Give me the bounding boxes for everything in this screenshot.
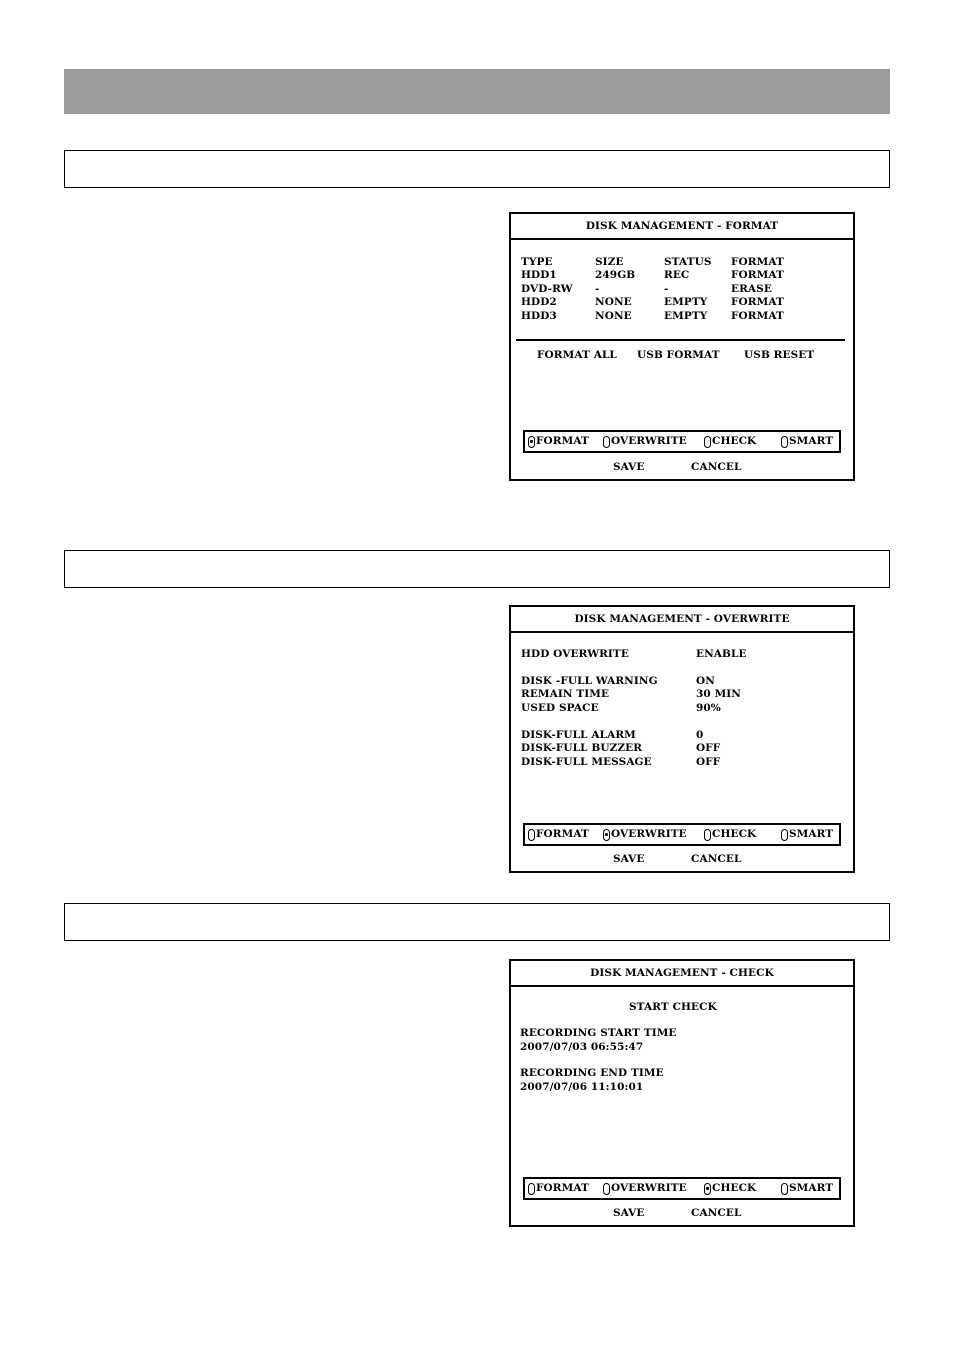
radio-empty-icon: [528, 1183, 535, 1195]
cancel-button[interactable]: CANCEL: [691, 461, 742, 473]
tab-overwrite[interactable]: [603, 1180, 687, 1197]
column-header-format: FORMAT: [731, 256, 784, 268]
disk-status: EMPTY: [664, 296, 708, 308]
tab-format[interactable]: [528, 433, 589, 450]
tab-label: FORMAT: [536, 435, 589, 447]
setting-label: HDD OVERWRITE: [521, 648, 629, 660]
column-header-status: STATUS: [664, 256, 712, 268]
disk-status: EMPTY: [664, 310, 708, 322]
column-header-size: SIZE: [595, 256, 624, 268]
panel-title: DISK MANAGEMENT - CHECK: [511, 961, 853, 987]
tab-format[interactable]: [528, 826, 589, 843]
start-check-button[interactable]: START CHECK: [629, 1001, 717, 1013]
tab-smart[interactable]: [781, 1180, 833, 1197]
tab-label: OVERWRITE: [611, 828, 687, 840]
radio-selected-icon: [528, 436, 535, 448]
tab-smart[interactable]: [781, 826, 833, 843]
setting-label: DISK-FULL MESSAGE: [521, 756, 652, 768]
remain-time-value[interactable]: 30 MIN: [696, 688, 741, 700]
cancel-button[interactable]: CANCEL: [691, 1207, 742, 1219]
disk-status: REC: [664, 269, 690, 281]
tab-format[interactable]: [528, 1180, 589, 1197]
format-hdd2-button[interactable]: FORMAT: [731, 296, 784, 308]
panel-title: DISK MANAGEMENT - FORMAT: [511, 214, 853, 240]
overwrite-panel: [509, 605, 855, 873]
divider: [516, 339, 845, 341]
setting-label: DISK -FULL WARNING: [521, 675, 658, 687]
recording-end-label: RECORDING END TIME: [520, 1067, 664, 1079]
recording-start-value: 2007/07/03 06:55:47: [520, 1041, 644, 1053]
tab-check[interactable]: [704, 1180, 756, 1197]
format-panel: [509, 212, 855, 481]
format-hdd1-button[interactable]: FORMAT: [731, 269, 784, 281]
tab-label: SMART: [789, 1182, 834, 1194]
recording-start-label: RECORDING START TIME: [520, 1027, 677, 1039]
disk-full-message-value[interactable]: OFF: [696, 756, 721, 768]
tab-label: OVERWRITE: [611, 435, 687, 447]
setting-label: USED SPACE: [521, 702, 599, 714]
setting-label: DISK-FULL BUZZER: [521, 742, 643, 754]
radio-empty-icon: [603, 436, 610, 448]
radio-empty-icon: [704, 436, 711, 448]
setting-label: REMAIN TIME: [521, 688, 610, 700]
recording-end-value: 2007/07/06 11:10:01: [520, 1081, 644, 1093]
save-button[interactable]: SAVE: [613, 1207, 645, 1219]
panel-title: DISK MANAGEMENT - OVERWRITE: [511, 607, 853, 633]
tab-overwrite[interactable]: [603, 433, 687, 450]
tab-label: SMART: [789, 435, 834, 447]
usb-reset-button[interactable]: USB RESET: [744, 349, 815, 361]
mode-tab-bar: [523, 823, 841, 846]
mode-tab-bar: [523, 430, 841, 453]
disk-type: HDD2: [521, 296, 557, 308]
disk-size: 249GB: [595, 269, 636, 281]
header-bar: [64, 69, 890, 114]
mode-tab-bar: [523, 1177, 841, 1200]
erase-dvd-button[interactable]: ERASE: [731, 283, 772, 295]
section-box-format: [64, 150, 890, 188]
tab-label: CHECK: [712, 828, 757, 840]
usb-format-button[interactable]: USB FORMAT: [637, 349, 720, 361]
section-box-check: [64, 903, 890, 941]
disk-type: DVD-RW: [521, 283, 573, 295]
tab-check[interactable]: [704, 826, 756, 843]
disk-type: HDD3: [521, 310, 557, 322]
radio-empty-icon: [781, 436, 788, 448]
disk-status: -: [664, 283, 669, 295]
tab-check[interactable]: [704, 433, 756, 450]
disk-type: HDD1: [521, 269, 557, 281]
radio-selected-icon: [704, 1183, 711, 1195]
format-all-button[interactable]: FORMAT ALL: [537, 349, 617, 361]
tab-label: OVERWRITE: [611, 1182, 687, 1194]
disk-size: NONE: [595, 310, 632, 322]
disk-size: -: [595, 283, 600, 295]
format-hdd3-button[interactable]: FORMAT: [731, 310, 784, 322]
hdd-overwrite-value[interactable]: ENABLE: [696, 648, 747, 660]
tab-label: FORMAT: [536, 828, 589, 840]
tab-overwrite[interactable]: [603, 826, 687, 843]
setting-label: DISK-FULL ALARM: [521, 729, 636, 741]
radio-empty-icon: [603, 1183, 610, 1195]
disk-full-alarm-value[interactable]: 0: [696, 729, 704, 741]
column-header-type: TYPE: [521, 256, 553, 268]
radio-empty-icon: [781, 829, 788, 841]
tab-label: CHECK: [712, 435, 757, 447]
tab-label: FORMAT: [536, 1182, 589, 1194]
cancel-button[interactable]: CANCEL: [691, 853, 742, 865]
radio-empty-icon: [704, 829, 711, 841]
disk-full-buzzer-value[interactable]: OFF: [696, 742, 721, 754]
save-button[interactable]: SAVE: [613, 461, 645, 473]
tab-smart[interactable]: [781, 433, 833, 450]
save-button[interactable]: SAVE: [613, 853, 645, 865]
radio-empty-icon: [781, 1183, 788, 1195]
section-box-overwrite: [64, 550, 890, 588]
tab-label: SMART: [789, 828, 834, 840]
disk-full-warning-value[interactable]: ON: [696, 675, 715, 687]
radio-selected-icon: [603, 829, 610, 841]
tab-label: CHECK: [712, 1182, 757, 1194]
used-space-value[interactable]: 90%: [696, 702, 721, 714]
check-panel: [509, 959, 855, 1227]
disk-size: NONE: [595, 296, 632, 308]
radio-empty-icon: [528, 829, 535, 841]
